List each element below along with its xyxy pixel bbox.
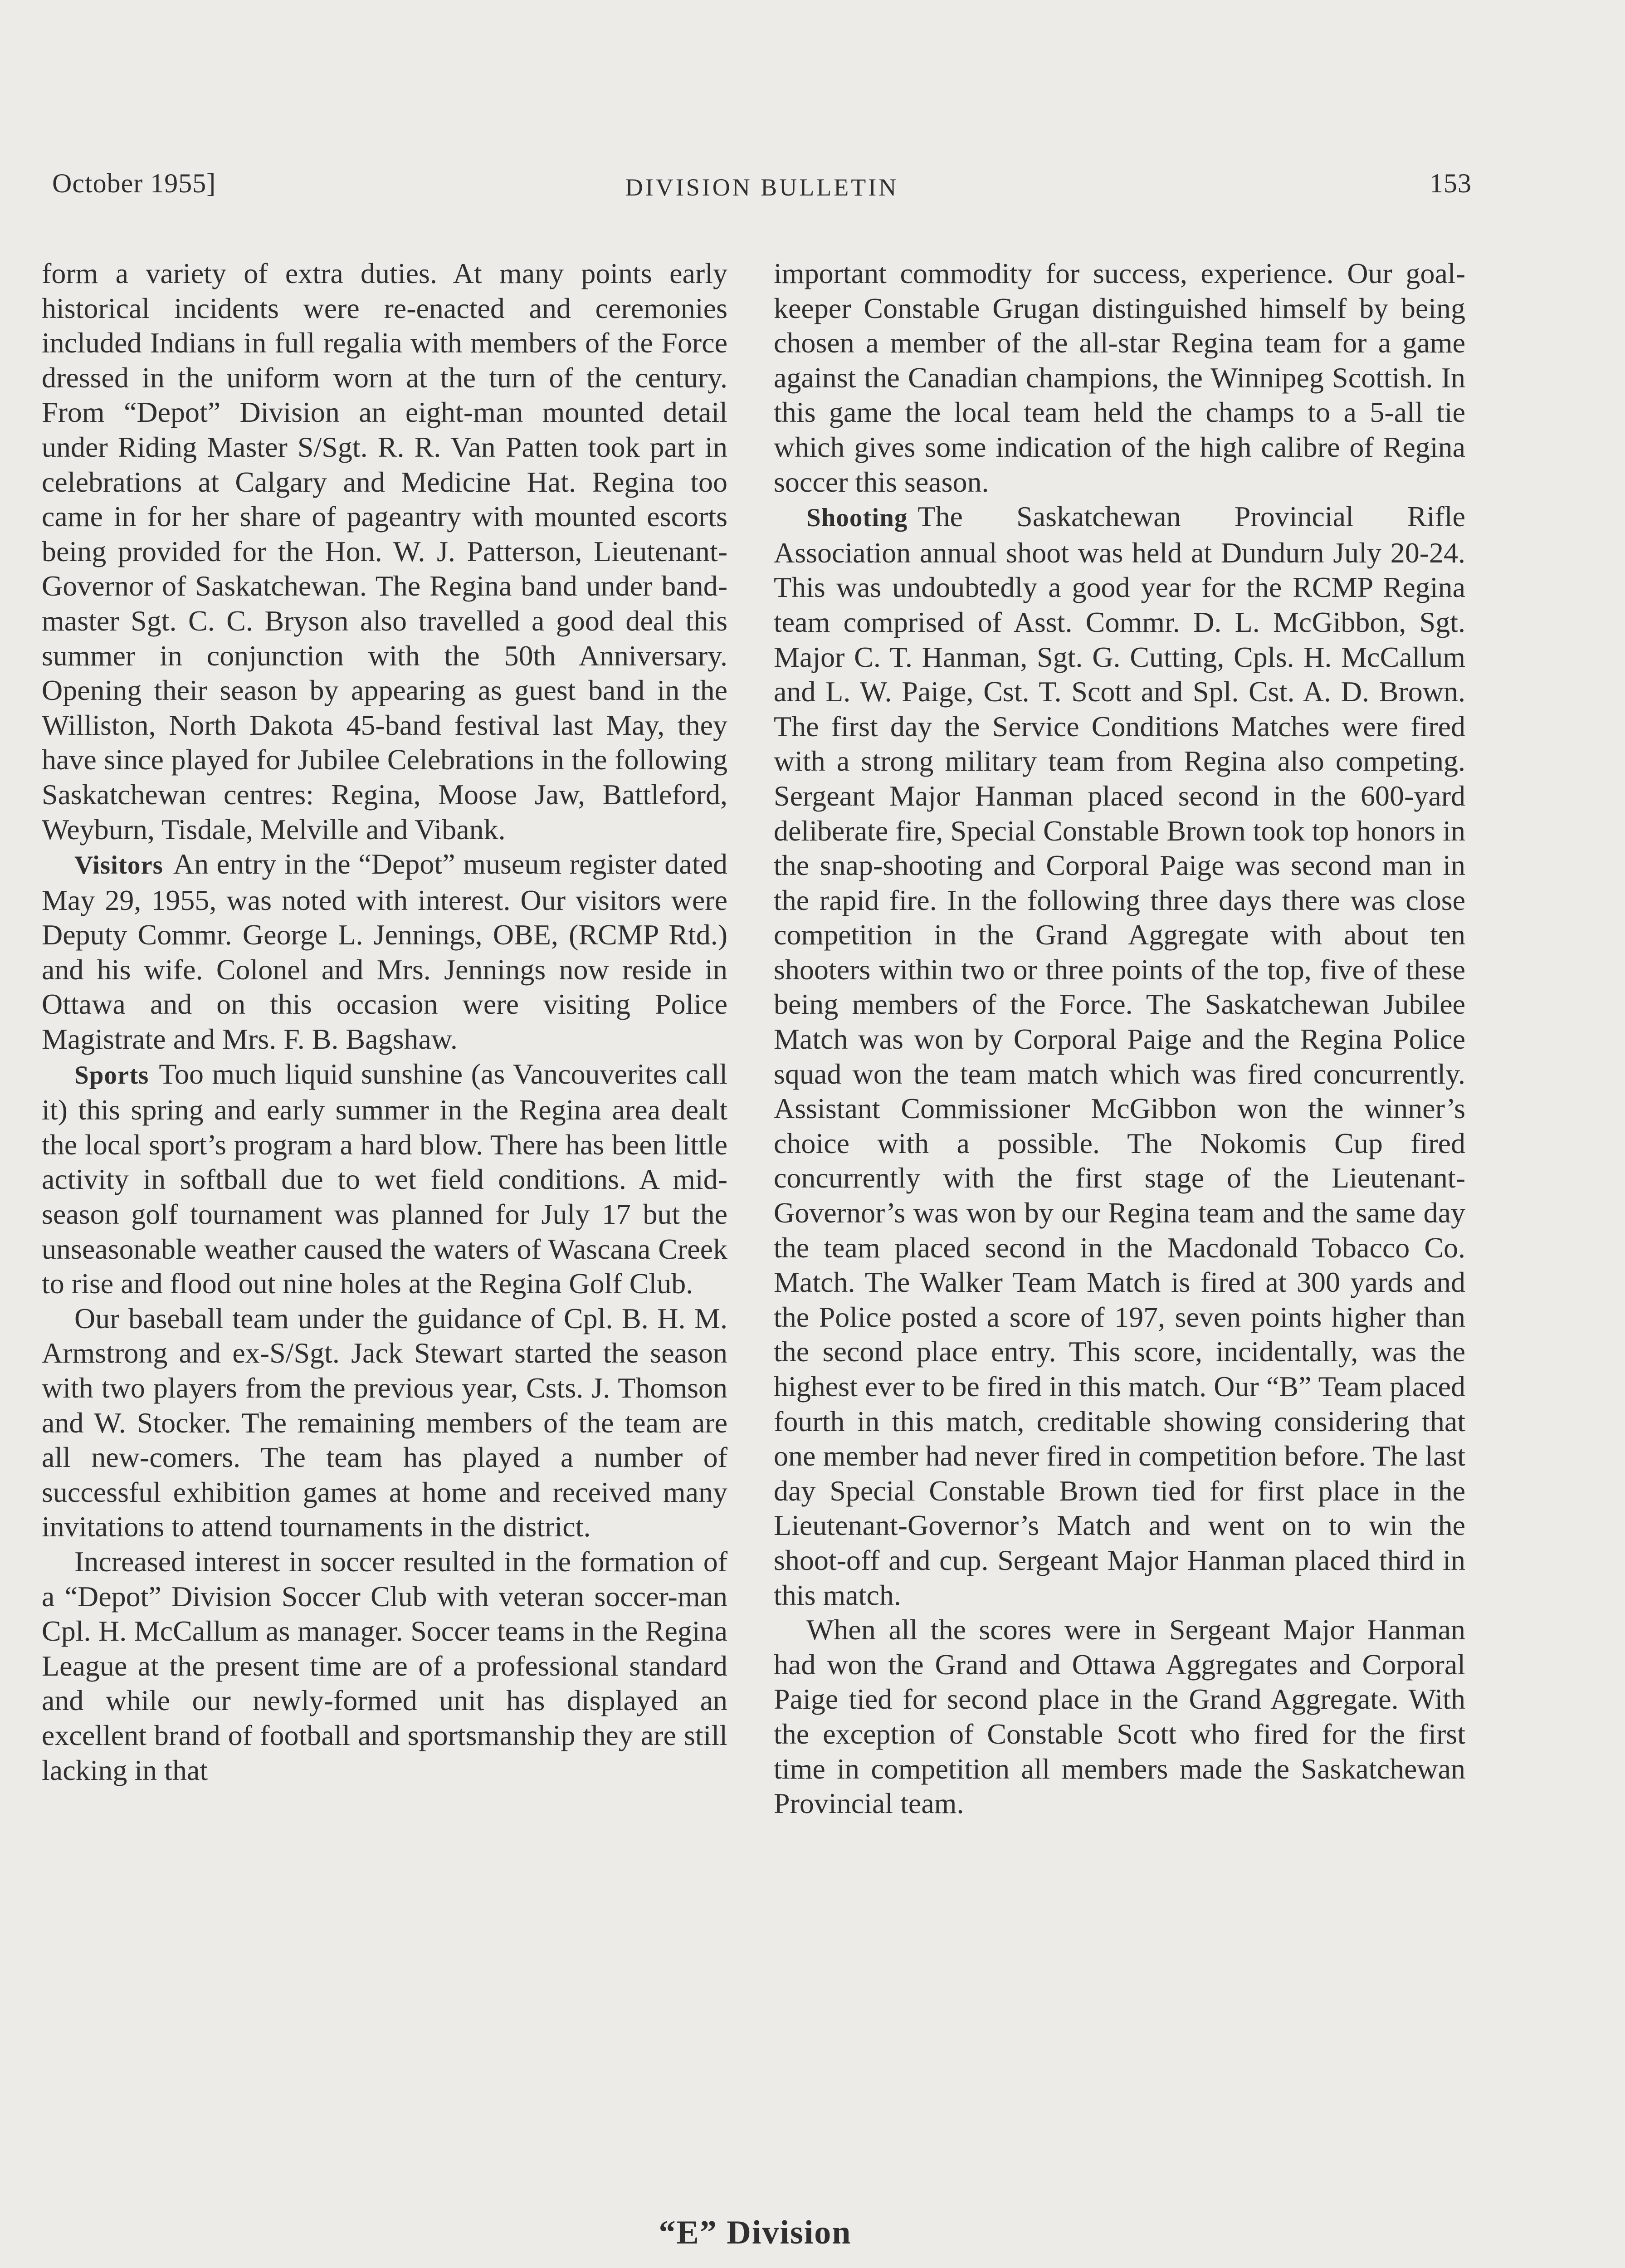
- page-number: 153: [1430, 168, 1472, 198]
- paragraph-text: Our baseball team under the guidance of Cpl. B. H. M. Armstrong and ex-S/Sgt. Jack Stewart started the season with two players from the previous year, Csts. J. Thomson and W. Stocker. The remaining members of the team are all new-comers. The team has played a number of successful exhibition games at home and received many invitations to attend tournaments in the district.: [42, 1302, 727, 1543]
- run-in-heading: Shooting: [806, 503, 908, 533]
- paragraph-text: form a variety of extra duties. At many points early historical incidents were re-enacted and ceremonies included Indians in full regalia with members of the Force dressed in the uniform worn at the turn of the century. From “Depot” Division an eight-man mounted detail under Riding Master S/Sgt. R. R. Van Patten took part in celebrations at Calgary and Medicine Hat. Regina too came in for her share of pageantry with mounted escorts being provided for the Hon. W. J. Patterson, Lieutenant-Governor of Saskatchewan. The Regina band under band-master Sgt. C. C. Bryson also travelled a good deal this summer in conjunction with the 50th Anniversary. Opening their season by appearing as guest band in the Williston, North Dakota 45-band festival last May, they have since played for Jubilee Celebrations in the following Saskatchewan centres: Regina, Moose Jaw, Battleford, Weyburn, Tisdale, Melville and Vibank.: [42, 257, 727, 846]
- paragraph-text: The Saskatchewan Provincial Rifle Association annual shoot was held at Dundurn July 20-24. This was undoubtedly a good year for the RCMP Regina team comprised of Asst. Commr. D. L. McGibbon, Sgt. Major C. T. Hanman, Sgt. G. Cutting, Cpls. H. McCallum and L. W. Paige, Cst. T. Scott and Spl. Cst. A. D. Brown. The first day the Service Conditions Matches were fired with a strong military team from Regina also competing. Sergeant Major Hanman placed second in the 600-yard deliberate fire, Special Constable Brown took top honors in the snap-shooting and Corporal Paige was second man in the rapid fire. In the following three days there was close competition in the Grand Aggregate with about ten shooters within two or three points of the top, five of these being members of the Force. The Saskatchewan Jubilee Match was won by Corporal Paige and the Regina Police squad won the team match which was fired concurrently. Assistant Commissioner McGibbon won the winner’s choice with a possible. The Nokomis Cup fired concurrently with the first stage of the Lieutenant-Governor’s was won by our Regina team and the same day the team placed second in the Macdonald Tobacco Co. Match. The Walker Team Match is fired at 300 yards and the Police posted a score of 197, seven points higher than the second place entry. This score, incidentally, was the highest ever to be fired in this match. Our “B” Team placed fourth in this match, creditable showing considering that one member had never fired in competition before. The last day Special Constable Brown tied for first place in the Lieutenant-Governor’s Match and went on to win the shoot-off and cup. Sergeant Major Hanman placed third in this match.: [774, 500, 1465, 1611]
- paragraph-text: Increased interest in soccer resulted in the formation of a “Depot” Division Soccer Club with veteran soccer-man Cpl. H. McCallum as manager. Soccer teams in the Regina League at the present time are of a professional standard and while our newly-formed unit has displayed an excellent brand of football and sportsmanship they are still lacking in that: [42, 1545, 727, 1786]
- paragraph-shooting: [774, 499, 1465, 1613]
- paragraph-sports: [42, 1057, 727, 1301]
- right-column: [774, 256, 1465, 1821]
- running-head: [52, 168, 1472, 209]
- paragraph-text: Too much liquid sunshine (as Vancouverites call it) this spring and early summer in the Regina area dealt the local sport’s program a hard blow. There has been little activity in softball due to wet field conditions. A mid-season golf tournament was planned for July 17 but the unseasonable weather caused the waters of Wascana Creek to rise and flood out nine holes at the Regina Golf Club.: [42, 1057, 727, 1300]
- left-column: [42, 256, 727, 1788]
- paragraph: [42, 256, 727, 847]
- section-title: “E” Division: [659, 2214, 852, 2251]
- paragraph: [774, 1613, 1465, 1821]
- run-in-heading: Sports: [74, 1061, 149, 1090]
- publication-title: DIVISION BULLETIN: [625, 174, 899, 201]
- paragraph-text: important commodity for success, experience. Our goal-keeper Constable Grugan distinguished himself by being chosen a member of the all-star Regina team for a game against the Canadian champions, the Winnipeg Scottish. In this game the local team held the champs to a 5-all tie which gives some indication of the high calibre of Regina soccer this season.: [774, 257, 1465, 498]
- paragraph-visitors: [42, 847, 727, 1057]
- run-in-heading: Visitors: [74, 851, 163, 880]
- issue-date: October 1955]: [52, 168, 216, 198]
- paragraph-text: When all the scores were in Sergeant Major Hanman had won the Grand and Ottawa Aggregates and Corporal Paige tied for second place in the Grand Aggregate. With the exception of Constable Scott who fired for the first time in competition all members made the Saskatchewan Provincial team.: [774, 1613, 1465, 1820]
- paragraph-text: An entry in the “Depot” museum register dated May 29, 1955, was noted with interest. Our visitors were Deputy Commr. George L. Jennings, OBE, (RCMP Rtd.) and his wife. Colonel and Mrs. Jennings now reside in Ottawa and on this occasion were visiting Police Magistrate and Mrs. F. B. Bagshaw.: [42, 848, 727, 1056]
- paragraph: [42, 1301, 727, 1545]
- paragraph: [774, 256, 1465, 499]
- paragraph: [42, 1545, 727, 1788]
